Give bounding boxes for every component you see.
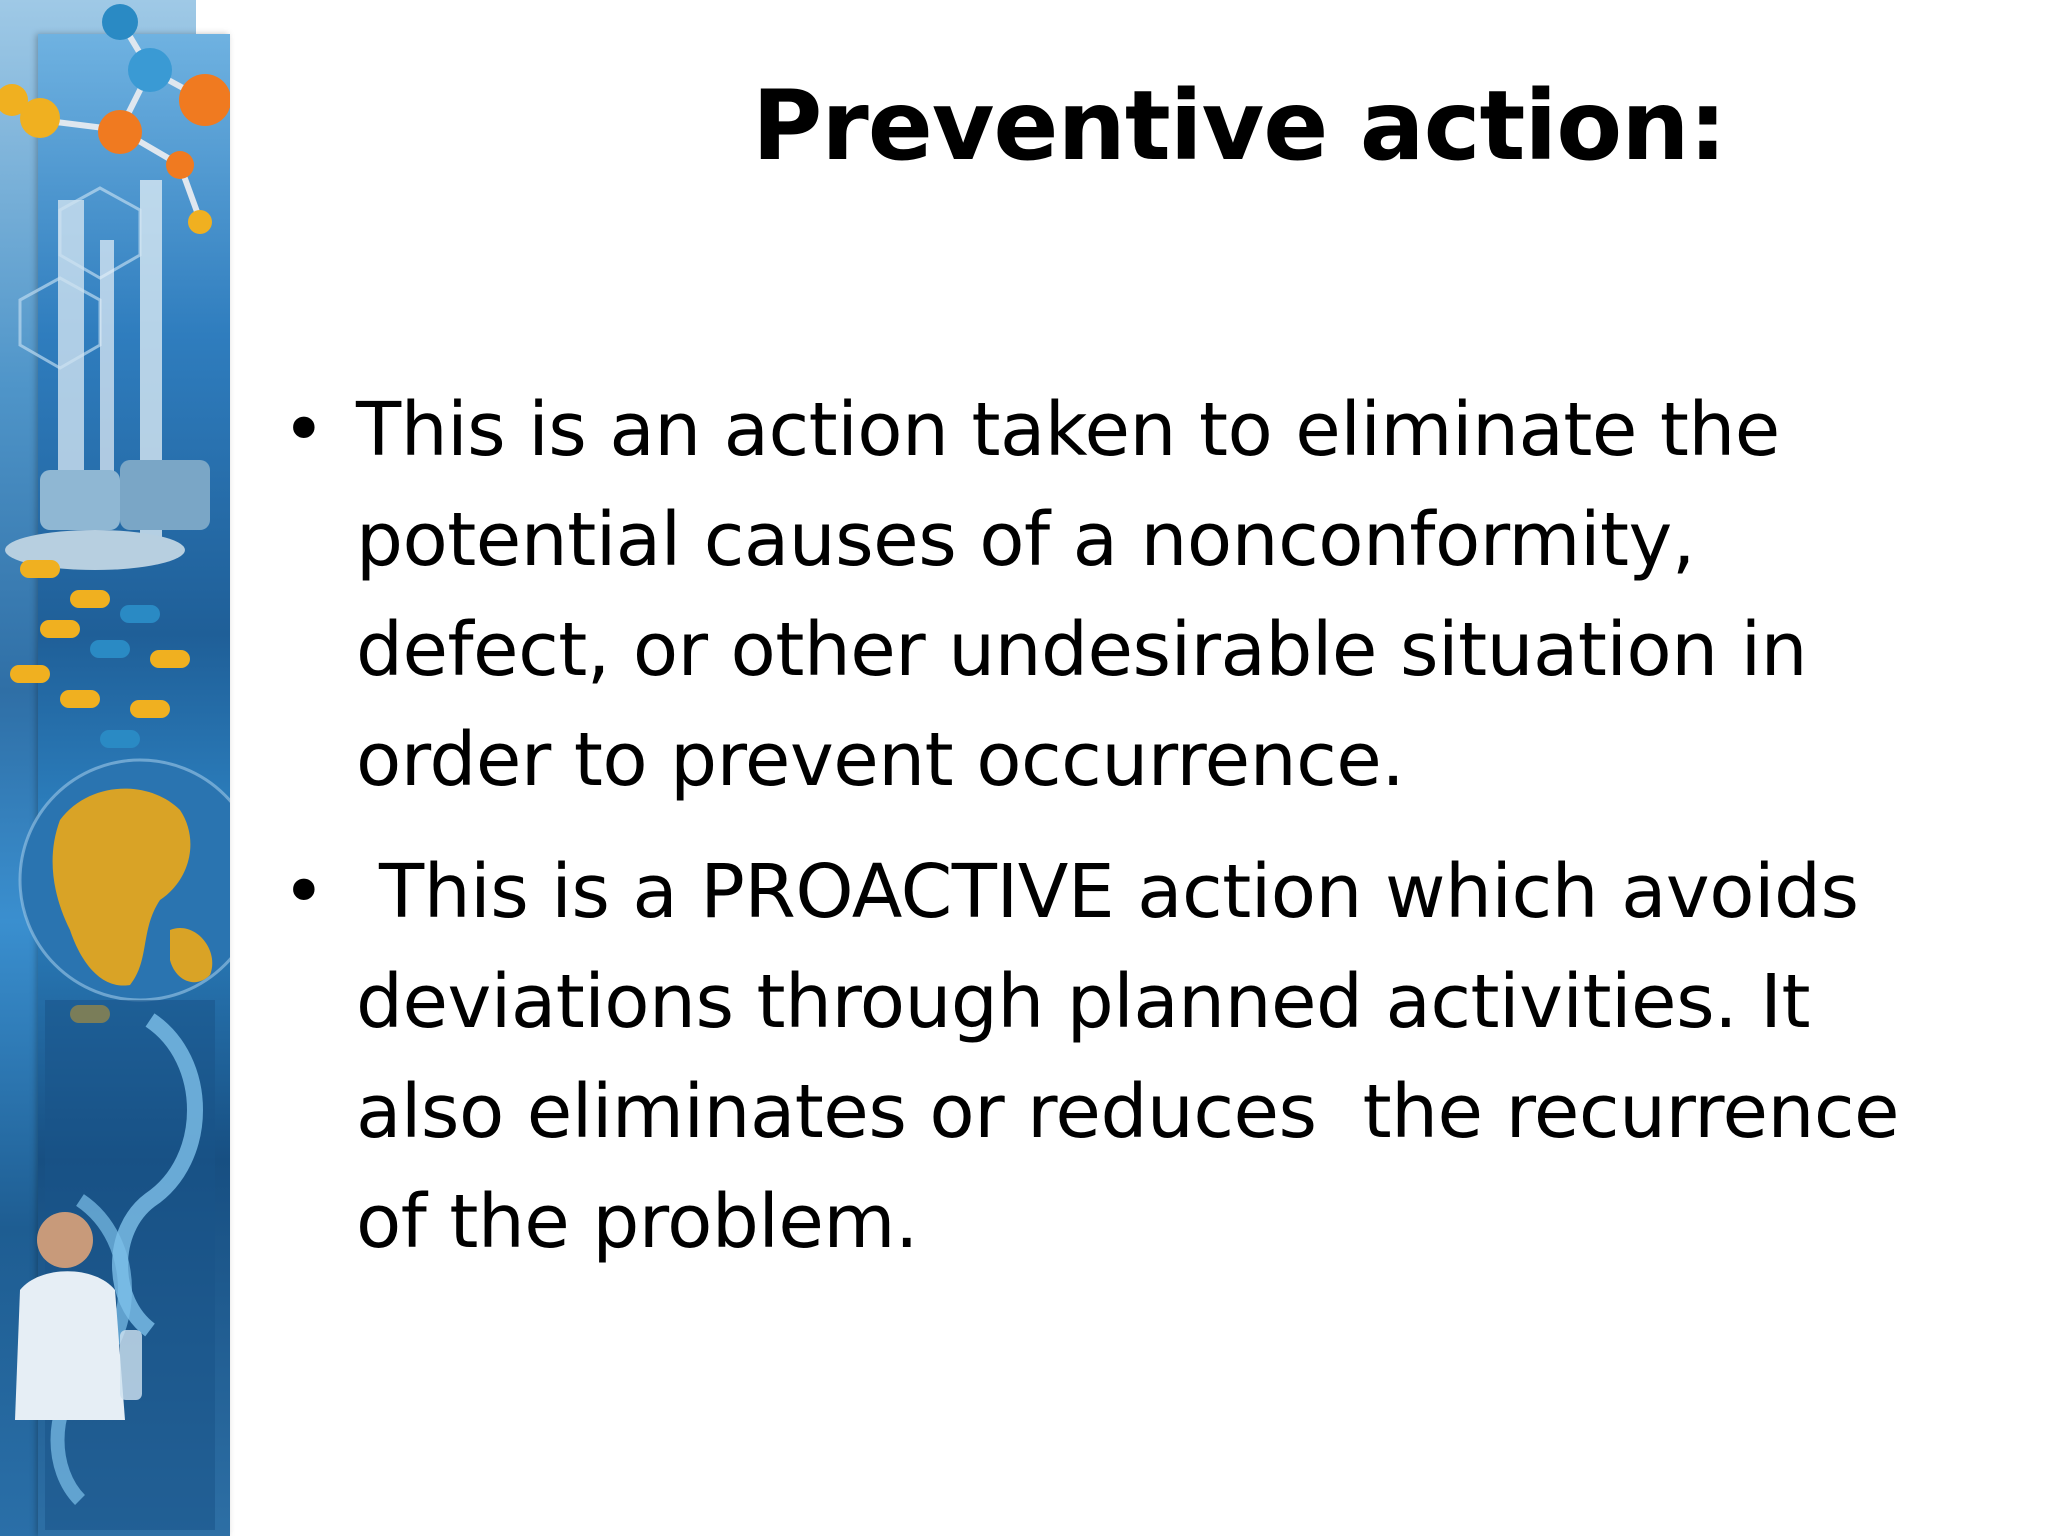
bullet-marker: • [282,849,326,935]
molecule-graphic [0,4,230,234]
bullet-item [270,375,1920,815]
bullet-marker: • [282,387,326,473]
globe-graphic [20,760,230,1000]
lab-apparatus-graphic [5,180,210,570]
slide-title: Preventive action: [752,70,1726,182]
bullet-item [270,837,1923,1277]
bullet-text: This is a PROACTIVE action which avoids deviations through planned activities. It also eliminates or reduces the recurrence of the problem. [356,849,1923,1265]
science-banner-image [0,0,230,1536]
bullet-list [270,375,1923,1299]
bullet-text: This is an action taken to eliminate the potential causes of a nonconformity, defect, or other undesirable situation in order to prevent occurrence. [356,387,1831,803]
